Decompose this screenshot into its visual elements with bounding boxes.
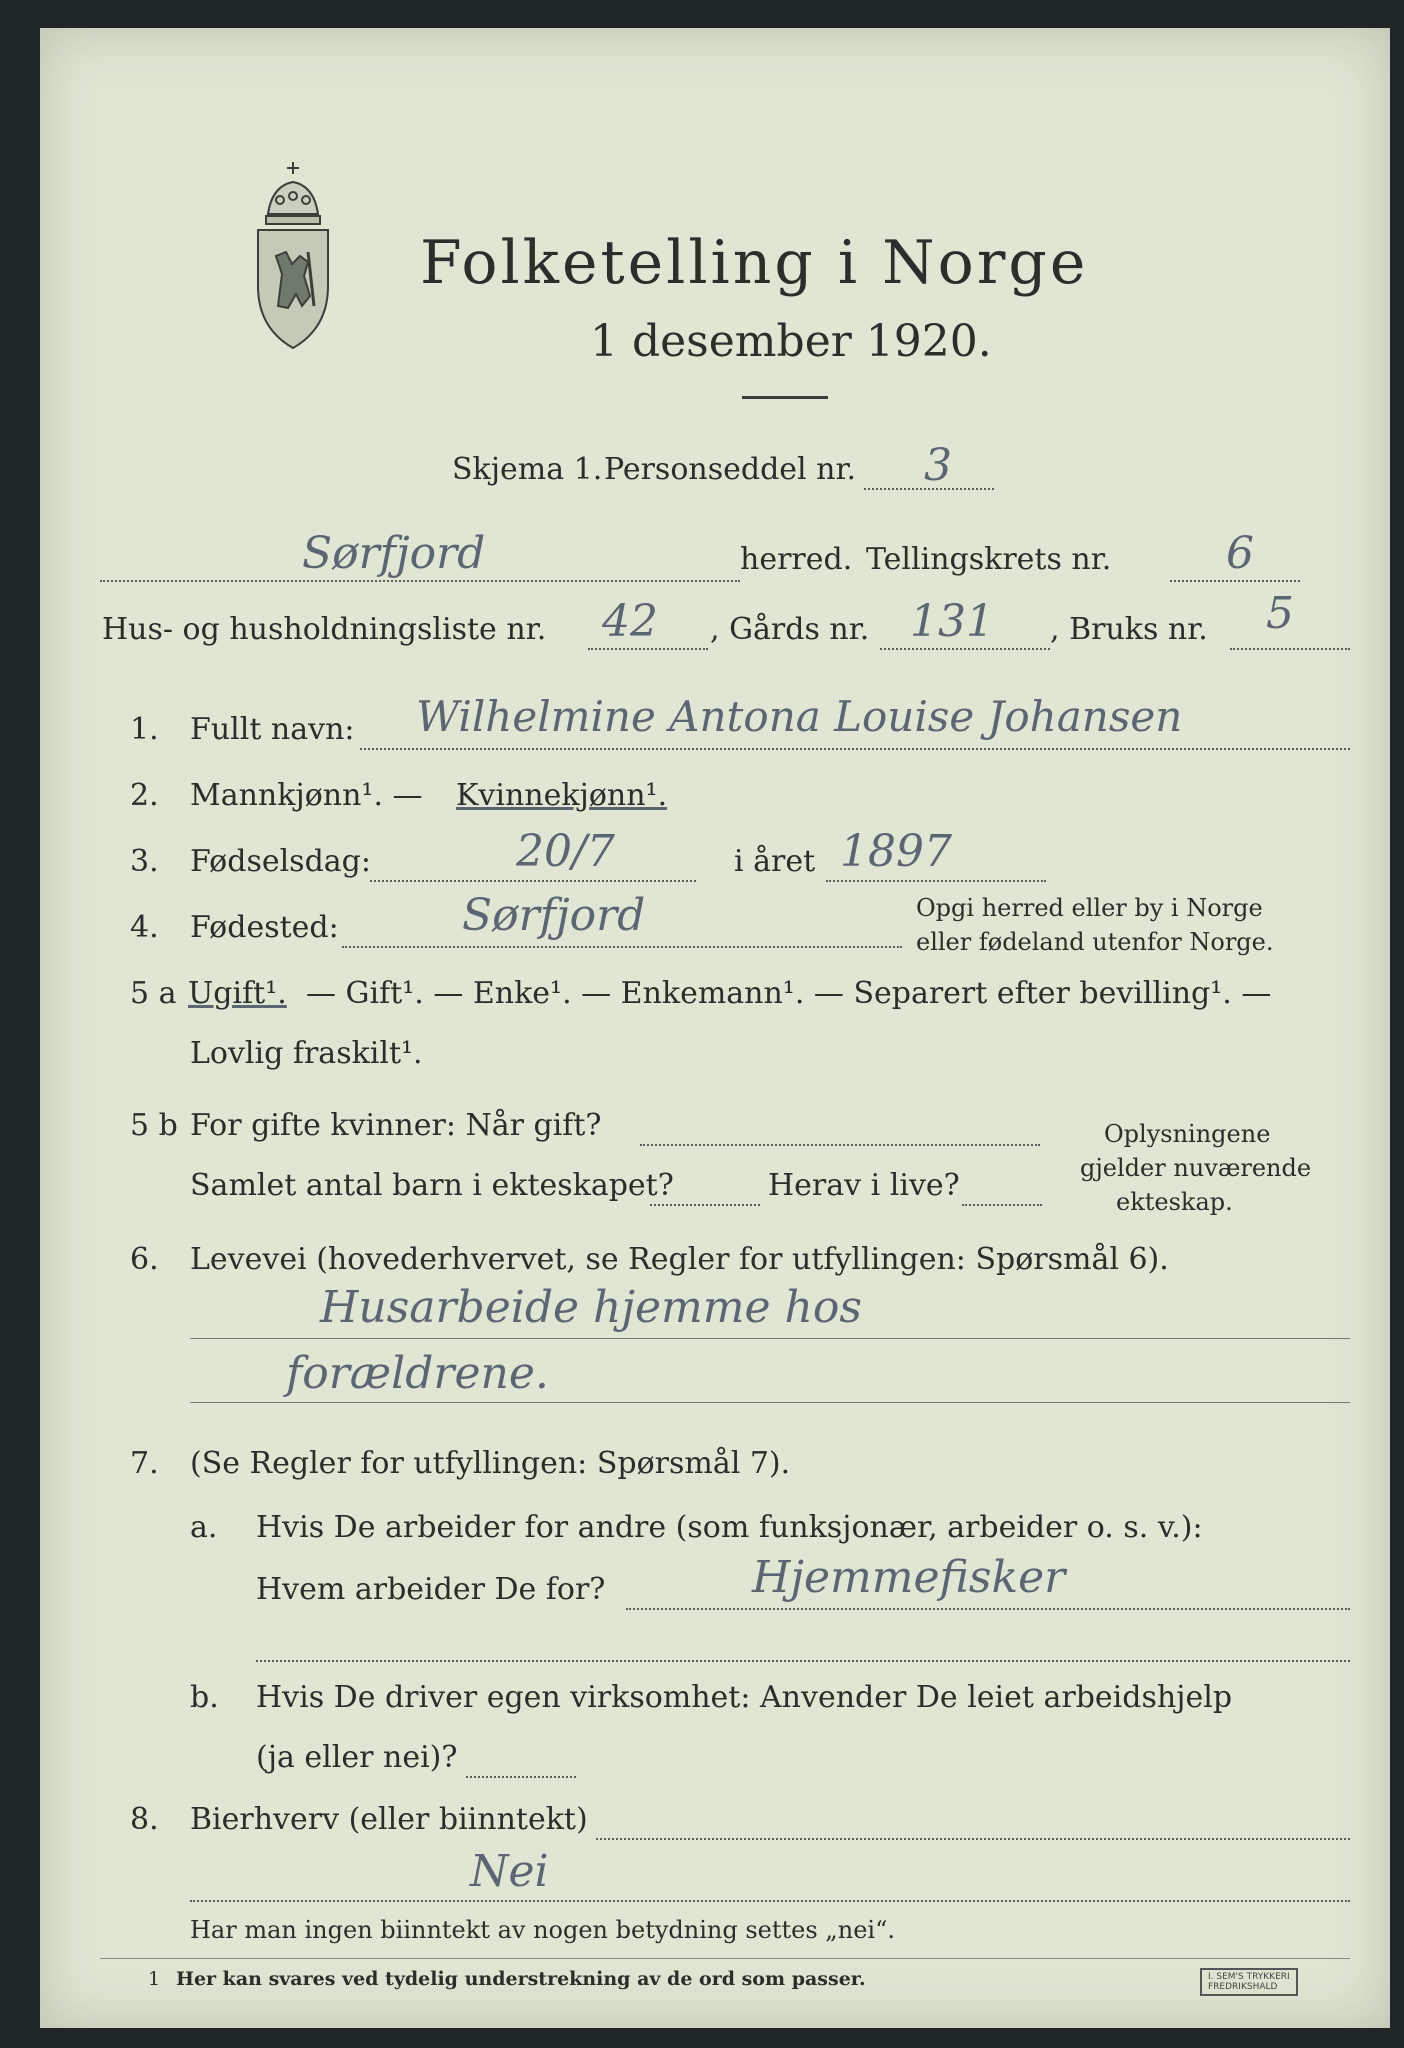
year-label: i året	[734, 844, 816, 879]
q5b-note-3: ekteskap.	[1116, 1188, 1233, 1216]
q7-number: 7.	[130, 1446, 159, 1481]
q5b-children-label: Samlet antal barn i ekteskapet?	[190, 1168, 674, 1203]
q2-mannkjonn: Mannkjønn¹. —	[190, 778, 423, 813]
q1-number: 1.	[130, 712, 159, 747]
birthday-line	[370, 880, 696, 882]
census-date: 1 desember 1920.	[590, 316, 992, 367]
birthday-value: 20/7	[516, 826, 615, 877]
q4-number: 4.	[130, 910, 159, 945]
printer-stamp-line-1: I. SEM'S TRYKKERI	[1208, 1972, 1290, 1982]
title-divider	[742, 396, 828, 399]
bruks-line	[1230, 648, 1350, 650]
q6-label: Levevei (hovederhvervet, se Regler for utfyllingen: Spørsmål 6).	[190, 1242, 1169, 1277]
q6-line-2	[190, 1402, 1350, 1403]
q7a-label: Hvis De arbeider for andre (som funksjonær, arbeider o. s. v.):	[256, 1510, 1203, 1545]
bruks-label: , Bruks nr.	[1050, 612, 1208, 647]
tellingskrets-label: Tellingskrets nr.	[866, 542, 1112, 577]
full-name-value: Wilhelmine Antona Louise Johansen	[416, 692, 1183, 741]
birthplace-value: Sørfjord	[462, 890, 646, 941]
census-form-sheet	[40, 28, 1390, 2028]
q1-line	[360, 748, 1350, 750]
personseddel-value: 3	[924, 440, 952, 491]
personseddel-label: Personseddel nr.	[604, 452, 857, 487]
herred-value: Sørfjord	[302, 528, 486, 579]
children-line	[650, 1204, 760, 1206]
q5a-number: 5 a	[130, 976, 177, 1011]
year-line	[826, 880, 1046, 882]
q8-number: 8.	[130, 1802, 159, 1837]
help-line	[466, 1776, 576, 1778]
form-title: Folketelling i Norge	[420, 228, 1089, 298]
employer-value: Hjemmefisker	[752, 1552, 1066, 1603]
q7b-label-2: (ja eller nei)?	[256, 1740, 458, 1775]
occupation-value-1: Husarbeide hjemme hos	[320, 1282, 862, 1333]
bruks-value: 5	[1266, 588, 1294, 639]
printer-stamp-line-2: FREDRIKSHALD	[1208, 1982, 1278, 1992]
q1-label: Fullt navn:	[190, 712, 355, 747]
husliste-label: Hus- og husholdningsliste nr.	[102, 612, 547, 647]
q4-note-1: Opgi herred eller by i Norge	[916, 894, 1263, 922]
q8-line-2	[190, 1900, 1350, 1902]
footnote-mark: 1	[148, 1968, 161, 1990]
q5a-options: — Gift¹. — Enke¹. — Enkemann¹. — Separert efter bevilling¹. —	[306, 976, 1272, 1011]
tellingskrets-line	[1170, 580, 1300, 582]
q7-label: (Se Regler for utfyllingen: Spørsmål 7).	[190, 1446, 791, 1481]
herred-label: herred.	[740, 542, 853, 577]
q5a-line2: Lovlig fraskilt¹.	[190, 1036, 423, 1071]
footnote-text: Her kan svares ved tydelig understrekning av de ord som passer.	[176, 1968, 866, 1990]
q5b-note-1: Oplysningene	[1104, 1120, 1271, 1148]
schema-label: Skjema 1.	[452, 452, 603, 487]
gards-label: , Gårds nr.	[710, 612, 870, 647]
q8-note: Har man ingen biinntekt av nogen betydning settes „nei“.	[190, 1916, 895, 1944]
q5b-note-2: gjelder nuværende	[1080, 1154, 1312, 1182]
q4-note-2: eller fødeland utenfor Norge.	[916, 928, 1274, 956]
q5b-label: For gifte kvinner: Når gift?	[190, 1108, 602, 1143]
husliste-value: 42	[602, 596, 658, 647]
marriage-date-line	[640, 1144, 1040, 1146]
printer-stamp	[1200, 1968, 1298, 1996]
q5b-number: 5 b	[130, 1108, 178, 1143]
q7a-letter: a.	[190, 1510, 218, 1545]
q7a-label-2: Hvem arbeider De for?	[256, 1572, 606, 1607]
occupation-value-2: forældrene.	[286, 1348, 549, 1399]
tellingskrets-value: 6	[1226, 528, 1254, 579]
birthplace-line	[342, 946, 902, 948]
employer-line-2	[256, 1660, 1350, 1662]
q8-label: Bierhverv (eller biinntekt)	[190, 1802, 588, 1837]
q6-number: 6.	[130, 1242, 159, 1277]
gards-value: 131	[910, 596, 994, 647]
herred-line	[100, 580, 740, 582]
footnote-divider	[100, 1958, 1350, 1959]
q3-number: 3.	[130, 844, 159, 879]
q6-line-1	[190, 1338, 1350, 1339]
gards-line	[880, 648, 1050, 650]
q3-label: Fødselsdag:	[190, 844, 371, 879]
q4-label: Fødested:	[190, 910, 339, 945]
q2-number: 2.	[130, 778, 159, 813]
norway-coat-of-arms-icon	[248, 156, 338, 352]
husliste-line	[588, 648, 708, 650]
alive-line	[962, 1204, 1042, 1206]
q2-kvinnekjonn: Kvinnekjønn¹.	[456, 778, 668, 813]
q8-line-1	[596, 1838, 1350, 1840]
birth-year-value: 1897	[840, 826, 952, 877]
q5a-ugift: Ugift¹.	[188, 976, 287, 1011]
employer-line	[626, 1608, 1350, 1610]
side-income-value: Nei	[470, 1846, 549, 1897]
q5b-alive-label: Herav i live?	[768, 1168, 960, 1203]
q7b-label: Hvis De driver egen virksomhet: Anvender De leiet arbeidshjelp	[256, 1680, 1233, 1715]
q7b-letter: b.	[190, 1680, 219, 1715]
